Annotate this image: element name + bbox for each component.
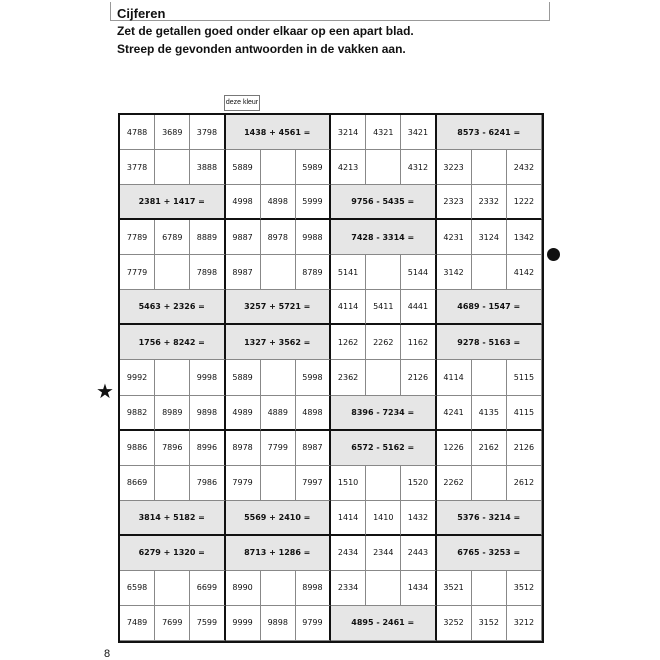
answer-cell[interactable]: 3521: [437, 571, 472, 606]
empty-cell: [472, 571, 507, 606]
exercise-grid: [118, 113, 544, 643]
empty-cell: [472, 255, 507, 290]
answer-cell[interactable]: 8996: [190, 431, 225, 466]
answer-cell[interactable]: 7896: [155, 431, 190, 466]
answer-cell[interactable]: 2434: [331, 536, 366, 571]
answer-cell[interactable]: 9998: [190, 360, 225, 395]
answer-cell[interactable]: 3152: [472, 606, 507, 641]
instruction-line-1: Zet de getallen goed onder elkaar op een apart blad.: [117, 24, 414, 38]
answer-cell[interactable]: 3512: [507, 571, 542, 606]
answer-cell[interactable]: 4142: [507, 255, 542, 290]
answer-cell[interactable]: 4889: [261, 396, 296, 431]
sum-cell: 3814 + 5182 =: [120, 501, 226, 536]
answer-cell[interactable]: 5999: [296, 185, 331, 220]
answer-cell[interactable]: 2262: [366, 325, 401, 360]
sum-cell: 4895 - 2461 =: [331, 606, 437, 641]
empty-cell: [261, 255, 296, 290]
answer-cell[interactable]: 5141: [331, 255, 366, 290]
answer-cell[interactable]: 4989: [226, 396, 261, 431]
answer-cell[interactable]: 8889: [190, 220, 225, 255]
answer-cell[interactable]: 4213: [331, 150, 366, 185]
sum-cell: 4689 - 1547 =: [437, 290, 543, 325]
sum-cell: 6572 - 5162 =: [331, 431, 437, 466]
answer-cell[interactable]: 9799: [296, 606, 331, 641]
answer-cell[interactable]: 4898: [261, 185, 296, 220]
answer-cell[interactable]: 1342: [507, 220, 542, 255]
color-key-box: deze kleur: [224, 95, 260, 111]
answer-cell[interactable]: 7979: [226, 466, 261, 501]
answer-cell[interactable]: 4114: [437, 360, 472, 395]
answer-cell[interactable]: 4231: [437, 220, 472, 255]
answer-cell[interactable]: 8978: [261, 220, 296, 255]
black-dot-icon: [547, 248, 560, 261]
answer-cell[interactable]: 7898: [190, 255, 225, 290]
answer-cell[interactable]: 4898: [296, 396, 331, 431]
answer-cell[interactable]: 8987: [226, 255, 261, 290]
empty-cell: [155, 150, 190, 185]
answer-cell[interactable]: 3212: [507, 606, 542, 641]
answer-cell[interactable]: 9999: [226, 606, 261, 641]
empty-cell: [155, 466, 190, 501]
answer-cell[interactable]: 9887: [226, 220, 261, 255]
empty-cell: [472, 150, 507, 185]
answer-cell[interactable]: 1434: [401, 571, 436, 606]
header-box: [110, 2, 550, 21]
answer-cell[interactable]: 7779: [120, 255, 155, 290]
answer-cell[interactable]: 5989: [296, 150, 331, 185]
answer-cell[interactable]: 4114: [331, 290, 366, 325]
answer-cell[interactable]: 5889: [226, 360, 261, 395]
answer-cell[interactable]: 8989: [155, 396, 190, 431]
answer-cell[interactable]: 9898: [261, 606, 296, 641]
answer-cell[interactable]: 4998: [226, 185, 261, 220]
answer-cell[interactable]: 1162: [401, 325, 436, 360]
empty-cell: [261, 571, 296, 606]
answer-cell[interactable]: 5115: [507, 360, 542, 395]
answer-cell[interactable]: 2612: [507, 466, 542, 501]
answer-cell[interactable]: 3124: [472, 220, 507, 255]
answer-cell[interactable]: 7997: [296, 466, 331, 501]
answer-cell[interactable]: 2162: [472, 431, 507, 466]
answer-cell[interactable]: 3778: [120, 150, 155, 185]
empty-cell: [366, 255, 401, 290]
sum-cell: 9756 - 5435 =: [331, 185, 437, 220]
sum-cell: 8396 - 7234 =: [331, 396, 437, 431]
answer-cell[interactable]: 1262: [331, 325, 366, 360]
sum-cell: 6765 - 3253 =: [437, 536, 543, 571]
sum-cell: 1327 + 3562 =: [226, 325, 332, 360]
page-number: 8: [104, 648, 111, 660]
answer-cell[interactable]: 4312: [401, 150, 436, 185]
empty-cell: [366, 571, 401, 606]
answer-cell[interactable]: 2344: [366, 536, 401, 571]
answer-cell[interactable]: 5889: [226, 150, 261, 185]
sum-cell: 5376 - 3214 =: [437, 501, 543, 536]
answer-cell[interactable]: 7799: [261, 431, 296, 466]
answer-cell[interactable]: 5998: [296, 360, 331, 395]
answer-cell[interactable]: 6699: [190, 571, 225, 606]
sum-cell: 2381 + 1417 =: [120, 185, 226, 220]
answer-cell[interactable]: 2443: [401, 536, 436, 571]
answer-cell[interactable]: 3421: [401, 115, 436, 150]
answer-cell[interactable]: 4321: [366, 115, 401, 150]
answer-cell[interactable]: 2334: [331, 571, 366, 606]
answer-cell[interactable]: 6789: [155, 220, 190, 255]
sum-cell: 6279 + 1320 =: [120, 536, 226, 571]
answer-cell[interactable]: 2332: [472, 185, 507, 220]
answer-cell[interactable]: 4788: [120, 115, 155, 150]
answer-cell[interactable]: 3223: [437, 150, 472, 185]
answer-cell[interactable]: 1520: [401, 466, 436, 501]
empty-cell: [261, 150, 296, 185]
answer-cell[interactable]: 7489: [120, 606, 155, 641]
answer-cell[interactable]: 1432: [401, 501, 436, 536]
answer-cell[interactable]: 2362: [331, 360, 366, 395]
answer-cell[interactable]: 9898: [190, 396, 225, 431]
answer-cell[interactable]: 8987: [296, 431, 331, 466]
answer-cell[interactable]: 9992: [120, 360, 155, 395]
answer-cell[interactable]: 8978: [226, 431, 261, 466]
answer-cell[interactable]: 2262: [437, 466, 472, 501]
answer-cell[interactable]: 4441: [401, 290, 436, 325]
answer-cell[interactable]: 3689: [155, 115, 190, 150]
empty-cell: [155, 571, 190, 606]
answer-cell[interactable]: 7699: [155, 606, 190, 641]
answer-cell[interactable]: 2432: [507, 150, 542, 185]
answer-cell[interactable]: 8669: [120, 466, 155, 501]
answer-cell[interactable]: 4241: [437, 396, 472, 431]
answer-cell[interactable]: 8789: [296, 255, 331, 290]
answer-cell[interactable]: 7789: [120, 220, 155, 255]
answer-cell[interactable]: 1510: [331, 466, 366, 501]
sum-cell: 1756 + 8242 =: [120, 325, 226, 360]
sum-cell: 7428 - 3314 =: [331, 220, 437, 255]
empty-cell: [155, 360, 190, 395]
answer-cell[interactable]: 6598: [120, 571, 155, 606]
answer-cell[interactable]: 8990: [226, 571, 261, 606]
sum-cell: 5463 + 2326 =: [120, 290, 226, 325]
answer-cell[interactable]: 1414: [331, 501, 366, 536]
page-title: Cijferen: [117, 6, 166, 21]
answer-cell[interactable]: 3214: [331, 115, 366, 150]
answer-cell[interactable]: 4135: [472, 396, 507, 431]
instruction-line-2: Streep de gevonden antwoorden in de vakken aan.: [117, 42, 406, 56]
answer-cell[interactable]: 1410: [366, 501, 401, 536]
answer-cell[interactable]: 1226: [437, 431, 472, 466]
empty-cell: [366, 466, 401, 501]
empty-cell: [261, 466, 296, 501]
sum-cell: 8713 + 1286 =: [226, 536, 332, 571]
answer-cell[interactable]: 5144: [401, 255, 436, 290]
empty-cell: [155, 255, 190, 290]
sum-cell: 1438 + 4561 =: [226, 115, 332, 150]
answer-cell[interactable]: 5411: [366, 290, 401, 325]
empty-cell: [366, 360, 401, 395]
answer-cell[interactable]: 3798: [190, 115, 225, 150]
answer-cell[interactable]: 7599: [190, 606, 225, 641]
sum-cell: 5569 + 2410 =: [226, 501, 332, 536]
answer-cell[interactable]: 2126: [507, 431, 542, 466]
answer-cell[interactable]: 8998: [296, 571, 331, 606]
empty-cell: [261, 360, 296, 395]
answer-cell[interactable]: 9988: [296, 220, 331, 255]
empty-cell: [366, 150, 401, 185]
sum-cell: 9278 - 5163 =: [437, 325, 543, 360]
empty-cell: [472, 466, 507, 501]
sum-cell: 8573 - 6241 =: [437, 115, 543, 150]
sum-cell: 3257 + 5721 =: [226, 290, 332, 325]
answer-cell[interactable]: 2126: [401, 360, 436, 395]
answer-cell[interactable]: 9886: [120, 431, 155, 466]
answer-cell[interactable]: 3252: [437, 606, 472, 641]
answer-cell[interactable]: 2323: [437, 185, 472, 220]
answer-cell[interactable]: 3888: [190, 150, 225, 185]
answer-cell[interactable]: 4115: [507, 396, 542, 431]
answer-cell[interactable]: 1222: [507, 185, 542, 220]
answer-cell[interactable]: 9882: [120, 396, 155, 431]
answer-cell[interactable]: 7986: [190, 466, 225, 501]
empty-cell: [472, 360, 507, 395]
black-star-icon: ★: [96, 381, 114, 403]
answer-cell[interactable]: 3142: [437, 255, 472, 290]
